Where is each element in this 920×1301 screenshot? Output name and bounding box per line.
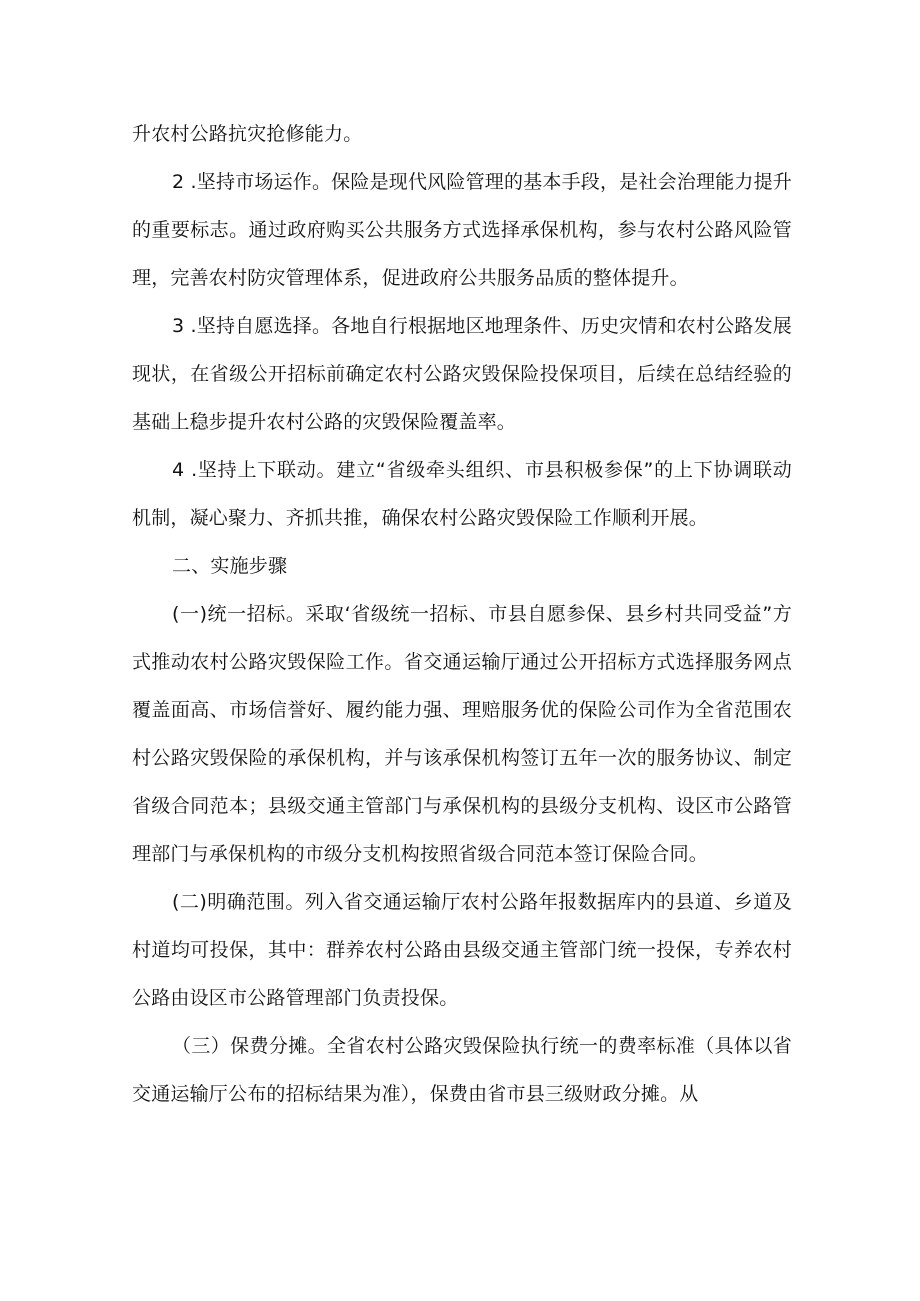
paragraph-linkage: 4 .坚持上下联动。建立“省级牵头组织、市县积极参保”的上下协调联动机制，凝心聚力、齐抓共推，确保农村公路灾毁保险工作顺利开展。	[132, 459, 792, 529]
paragraph-continuation: 升农村公路抗灾抢修能力。	[132, 123, 363, 145]
paragraph-scope: (二)明确范围。列入省交通运输厅农村公路年报数据库内的县道、乡道及村道均可投保，其中：群养农村公路由县级交通主管部门统一投保，专养农村公路由设区市公路管理部门负责投保。	[132, 891, 792, 1009]
section-heading-implementation-steps: 二、实施步骤	[172, 555, 288, 577]
paragraph-market-operation: 2 .坚持市场运作。保险是现代风险管理的基本手段，是社会治理能力提升的重要标志。通过政府购买公共服务方式选择承保机构，参与农村公路风险管理，完善农村防灾管理体系，促进政府公共服务品质的整体提升。	[132, 171, 792, 289]
paragraph-premium-sharing: （三）保费分摊。全省农村公路灾毁保险执行统一的费率标准（具体以省交通运输厅公布的招标结果为准），保费由省市县三级财政分摊。从	[132, 1035, 792, 1105]
paragraph-voluntary-choice: 3 .坚持自愿选择。各地自行根据地区地理条件、历史灾情和农村公路发展现状，在省级公开招标前确定农村公路灾毁保险投保项目，后续在总结经验的基础上稳步提升农村公路的灾毁保险覆盖率。	[132, 315, 792, 433]
document-body	[132, 110, 792, 1118]
paragraph-unified-bidding: (一)统一招标。采取‘省级统一招标、市县自愿参保、县乡村共同受益”方式推动农村公路灾毁保险工作。省交通运输厅通过公开招标方式选择服务网点覆盖面高、市场信誉好、履约能力强、理赔服务优的保险公司作为全省范围农村公路灾毁保险的承保机构，并与该承保机构签订五年一次的服务协议、制定省级合同范本；县级交通主管部门与承保机构的县级分支机构、设区市公路管理部门与承保机构的市级分支机构按照省级合同范本签订保险合同。	[132, 603, 792, 865]
